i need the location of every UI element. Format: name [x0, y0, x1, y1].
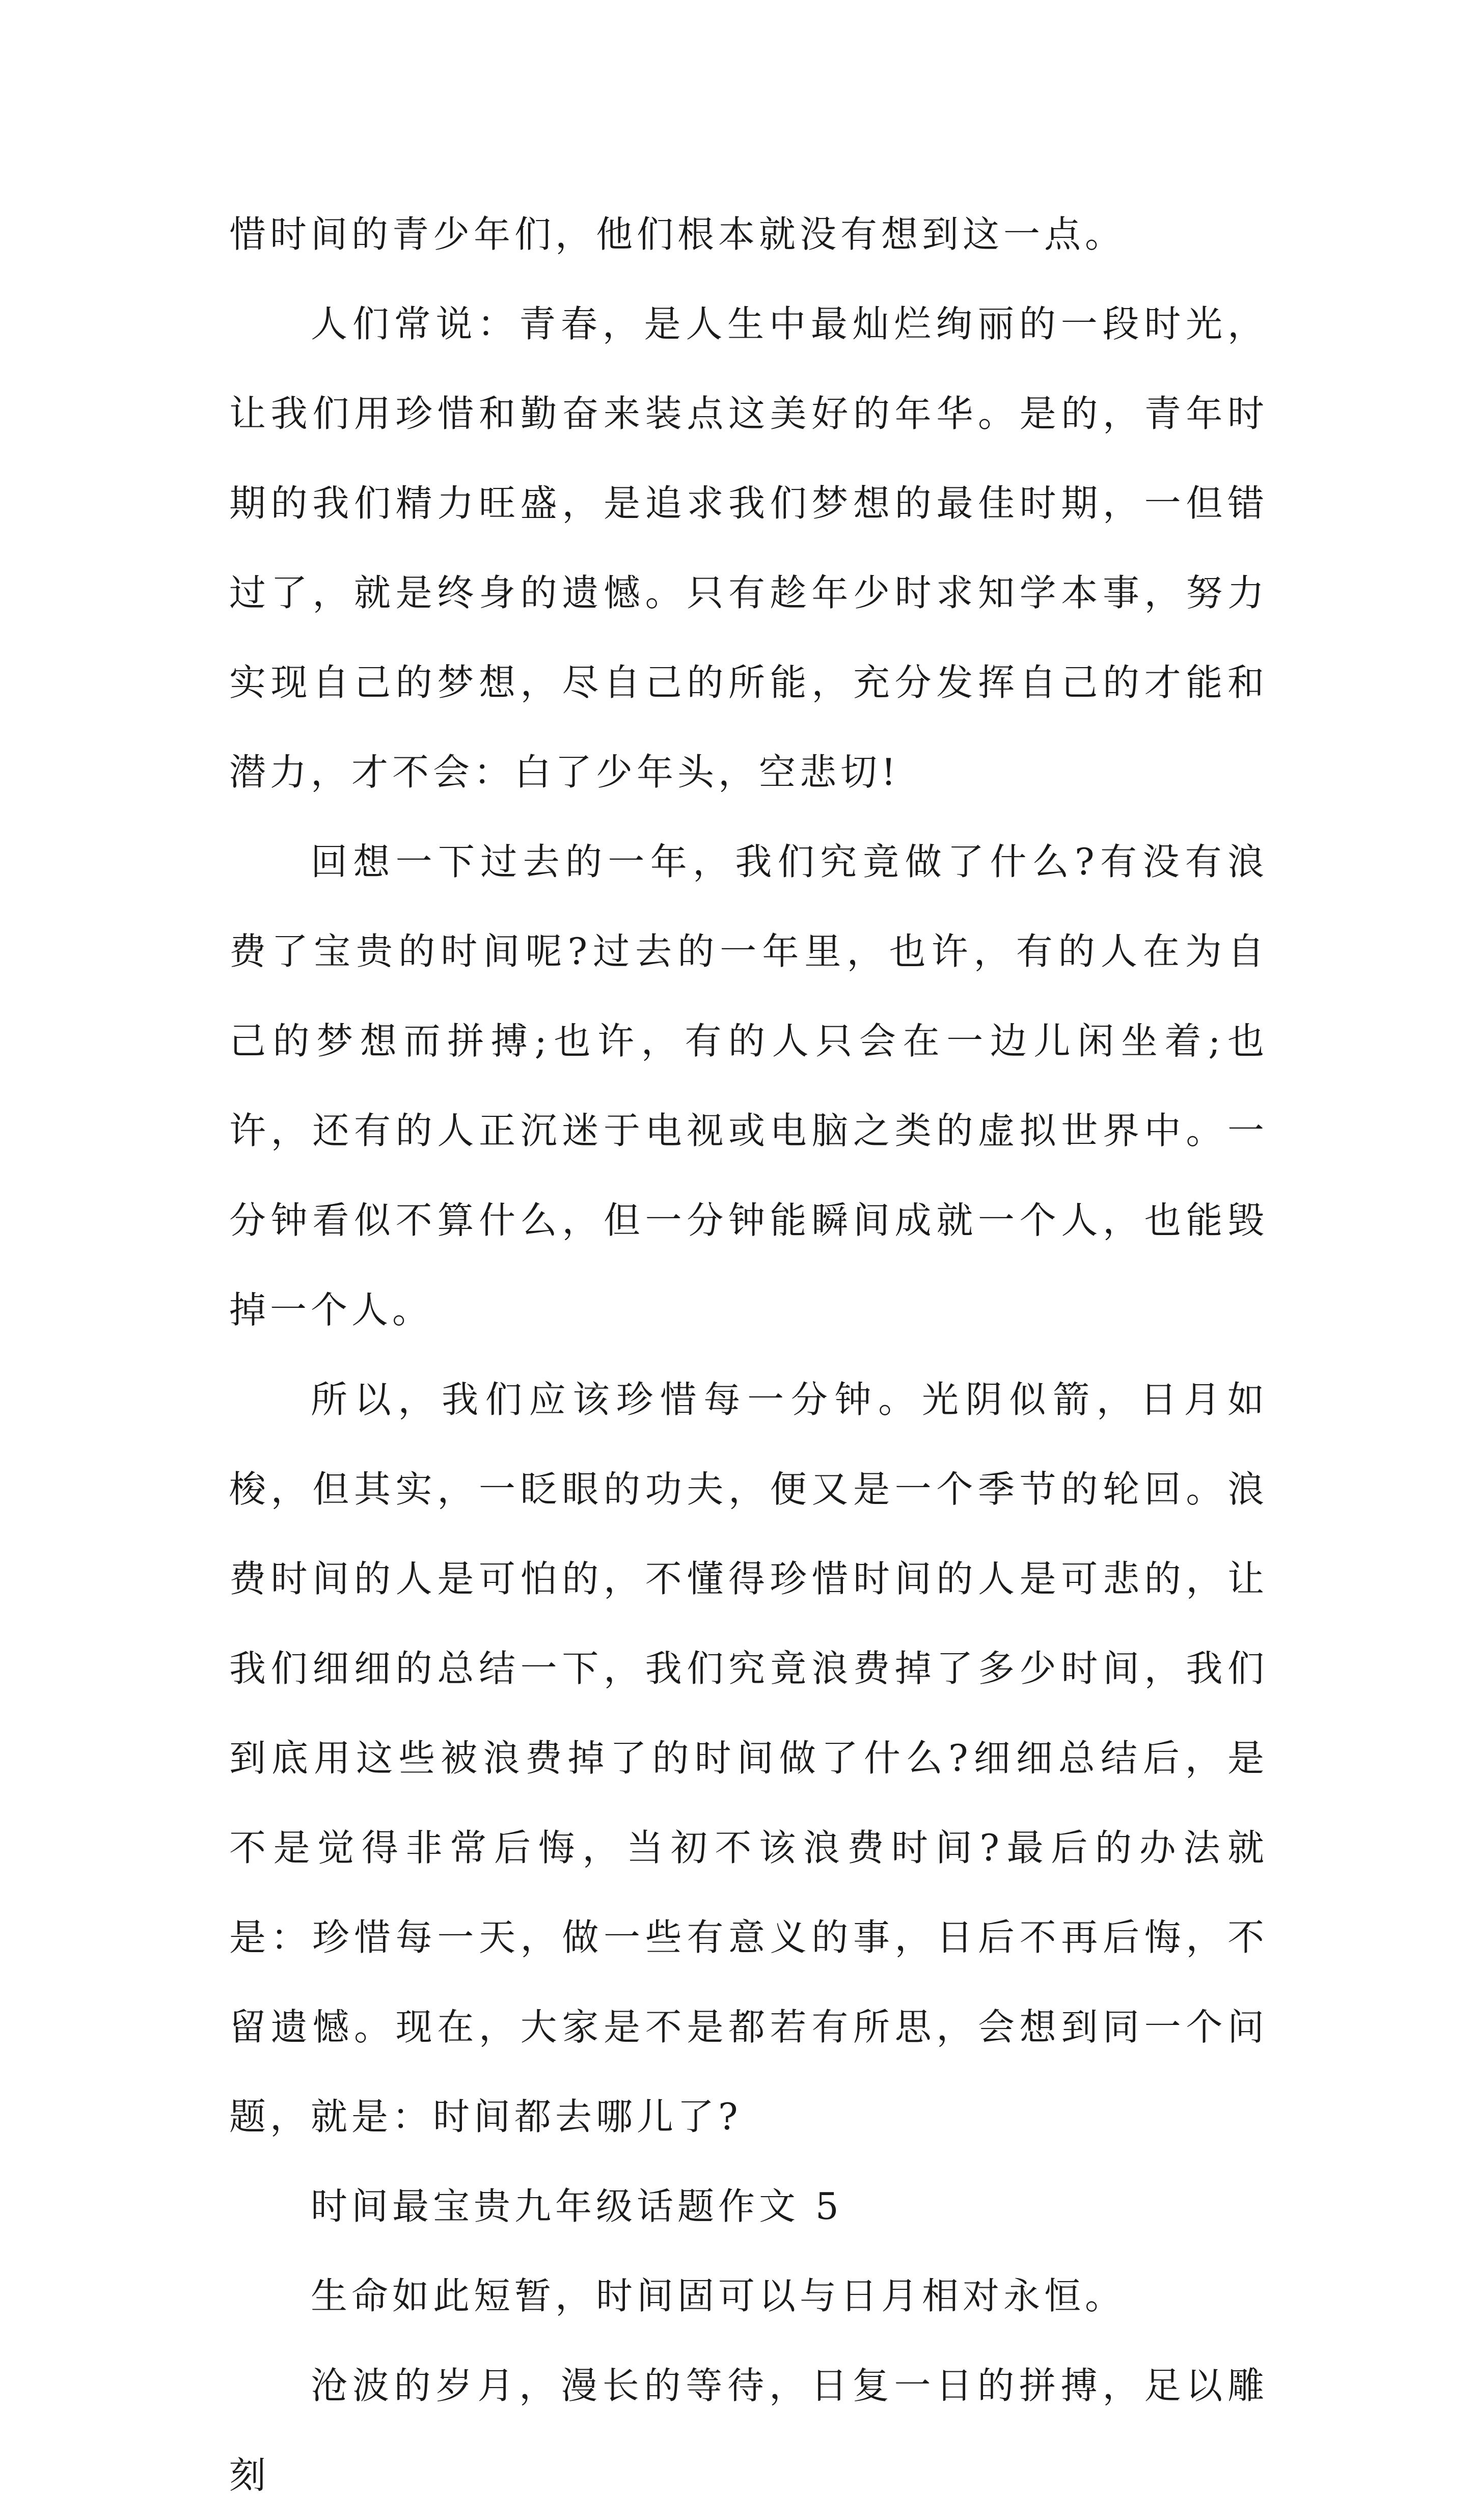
paragraph-years: 沧波的岁月，漫长的等待，日复一日的拼搏，足以雕刻	[229, 2364, 1268, 2497]
paragraph-youth: 人们常说：青春，是人生中最灿烂绚丽的一段时光，让我们用珍惜和勤奋来装点这美好的年华。是的，青年时期的我们精力旺盛，是追求我们梦想的最佳时期，一但错过了，就是终身的遗憾。只有趁年少时求知学本事，努力实现自己的梦想，尽自己的所能，充分发挥自己的才能和潜力，才不会：白了少年头，空悲切!	[229, 303, 1268, 793]
paragraph-every-minute: 所以，我们应该珍惜每一分钟。光阴似箭，日月如梭，但其实，一眨眼的功夫，便又是一个季节的轮回。浪费时间的人是可怕的，不懂得珍惜时间的人是可悲的，让我们细细的总结一下，我们究竟浪费掉了多少时间，我们到底用这些被浪费掉了的时间做了什么?细细总结后，是不是觉得非常后悔，当初不该浪费时间?最后的办法就是：珍惜每一天，做一些有意义的事，日后不再后悔，不留遗憾。现在，大家是不是都若有所思，会想到同一个问题，就是：时间都去哪儿了?	[229, 1378, 1268, 2138]
paragraph-life-short: 生命如此短暂，时间固可以与日月相对永恒。	[311, 2275, 1126, 2317]
body-text	[229, 189, 1268, 2520]
paragraph-continuation: 惜时间的青少年们，他们根本就没有想到这一点。	[229, 213, 1126, 256]
paragraph-past-year: 回想一下过去的一年，我们究竟做了什么?有没有浪费了宝贵的时间呢?过去的一年里，也许，有的人在为自己的梦想而拼搏;也许，有的人只会在一边儿闲坐着;也许，还有的人正沉迷于电视或电脑之类的虚拟世界中。一分钟看似不算什么，但一分钟能瞬间成就一个人，也能毁掉一个人。	[229, 840, 1268, 1331]
essay-heading: 时间最宝贵九年级话题作文 5	[311, 2185, 843, 2228]
